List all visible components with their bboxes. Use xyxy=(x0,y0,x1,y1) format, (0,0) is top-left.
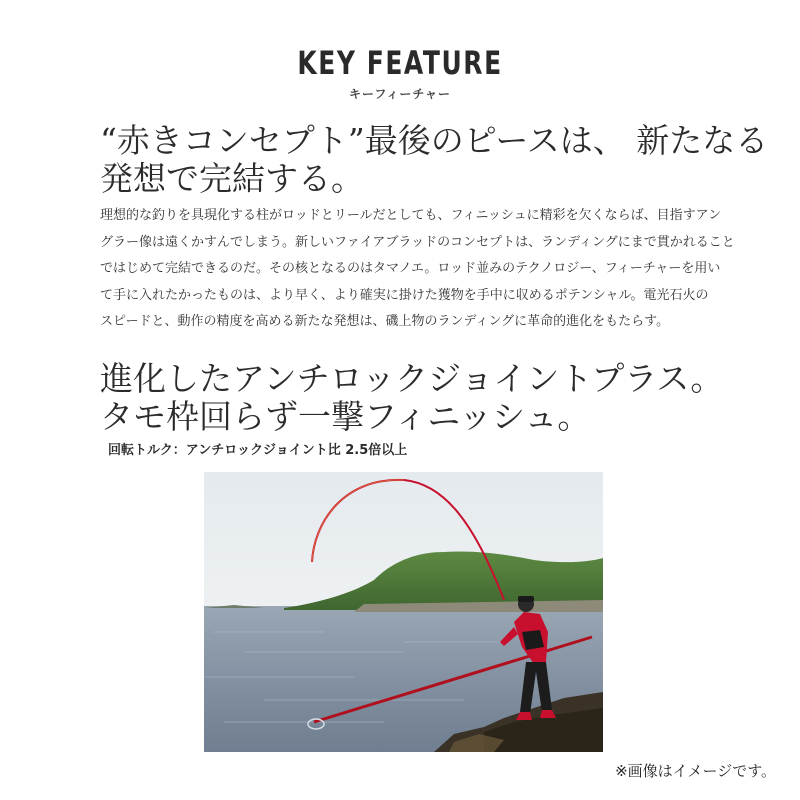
body-paragraph xyxy=(100,203,735,336)
body-line-5: スピードと、動作の精度を高める新たな発想は、磯上物のランディングに革命的進化をもたらす。 xyxy=(100,314,670,329)
body-line-1: 理想的な釣りを具現化する柱がロッドとリールだとしても、フィニッシュに精彩を欠くならば、目指すアン xyxy=(100,208,722,223)
headline-joint-line-2: タモ枠回らず一撃フィニッシュ。 xyxy=(100,397,591,436)
body-line-2: グラー像は遠くかすんでしまう。新しいファイアブラッドのコンセプトは、ランディングにまで貫かれること xyxy=(100,234,735,250)
section-subtitle: キーフィーチャー xyxy=(348,87,452,101)
angler-landing-fish-photo xyxy=(204,472,603,752)
headline-joint xyxy=(100,360,740,436)
image-caption: ※画像はイメージです。 xyxy=(615,762,776,780)
headline-concept xyxy=(100,121,769,198)
headline-concept-line-2: 発想で完結する。 xyxy=(100,159,364,198)
section-title: KEY FEATURE xyxy=(297,44,503,82)
body-line-4: て手に入れたかったものは、より早く、より確実に掛けた獲物を手中に収めるポテンシャル。電光石火の xyxy=(100,287,709,303)
headline-joint-line-1: 進化したアンチロックジョイントプラス。 xyxy=(100,359,724,398)
torque-spec-note: 回転トルク：アンチロックジョイント比 2.5倍以上 xyxy=(108,443,408,458)
body-line-3: ではじめて完結できるのだ。その核となるのはタマノエ。ロッド並みのテクノロジー、フィーチャーを用い xyxy=(100,261,721,276)
headline-concept-line-1: “赤きコンセプト”最後のピースは、 新たなる xyxy=(100,121,769,160)
